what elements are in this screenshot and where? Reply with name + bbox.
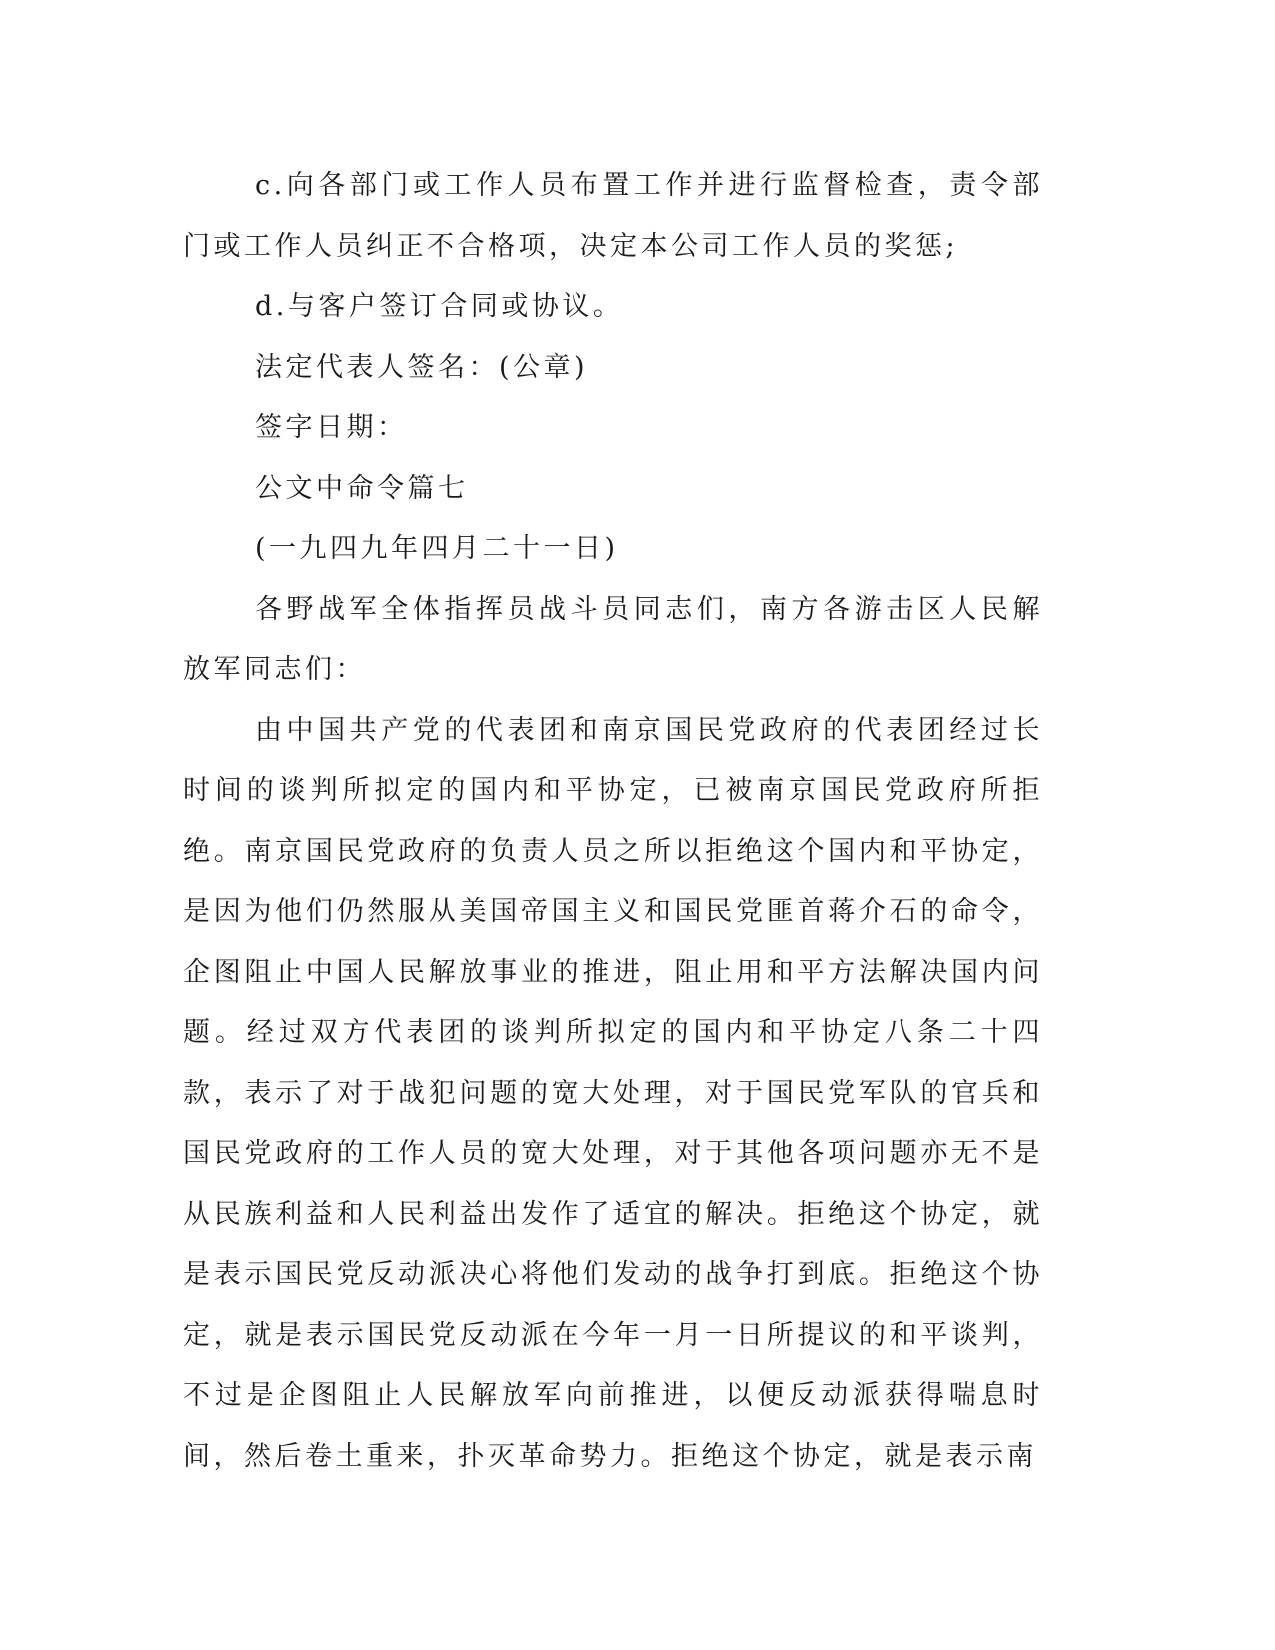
document-body	[183, 156, 1043, 1487]
paragraph-duty-c: c.向各部门或工作人员布置工作并进行监督检查，责令部门或工作人员纠正不合格项，决定本公司工作人员的奖惩;	[183, 170, 1043, 262]
signature-date-line: 签字日期：	[255, 412, 408, 443]
order-salutation: 各野战军全体指挥员战斗员同志们，南方各游击区人民解放军同志们：	[183, 593, 1043, 685]
order-body-paragraph: 由中国共产党的代表团和南京国民党政府的代表团经过长时间的谈判所拟定的国内和平协定，已被南京国民党政府所拒绝。南京国民党政府的负责人员之所以拒绝这个国内和平协定，是因为他们仍然服从美国帝国主义和国民党匪首蒋介石的命令，企图阻止中国人民解放事业的推进，阻止用和平方法解决国内问题。经过双方代表团的谈判所拟定的国内和平协定八条二十四款，表示了对于战犯问题的宽大处理，对于国民党军队的官兵和国民党政府的工作人员的宽大处理，对于其他各项问题亦无不是从民族利益和人民利益出发作了适宜的解决。拒绝这个协定，就是表示国民党反动派决心将他们发动的战争打到底。拒绝这个协定，就是表示国民党反动派在今年一月一日所提议的和平谈判，不过是企图阻止人民解放军向前推进，以便反动派获得喘息时间，然后卷土重来，扑灭革命势力。拒绝这个协定，就是表示南	[183, 714, 1043, 1472]
order-date: (一九四九年四月二十一日)	[255, 533, 619, 564]
paragraph-duty-d: d.与客户签订合同或协议。	[255, 291, 624, 322]
signature-line: 法定代表人签名：(公章)	[255, 351, 589, 383]
section-heading: 公文中命令篇七	[255, 472, 469, 504]
